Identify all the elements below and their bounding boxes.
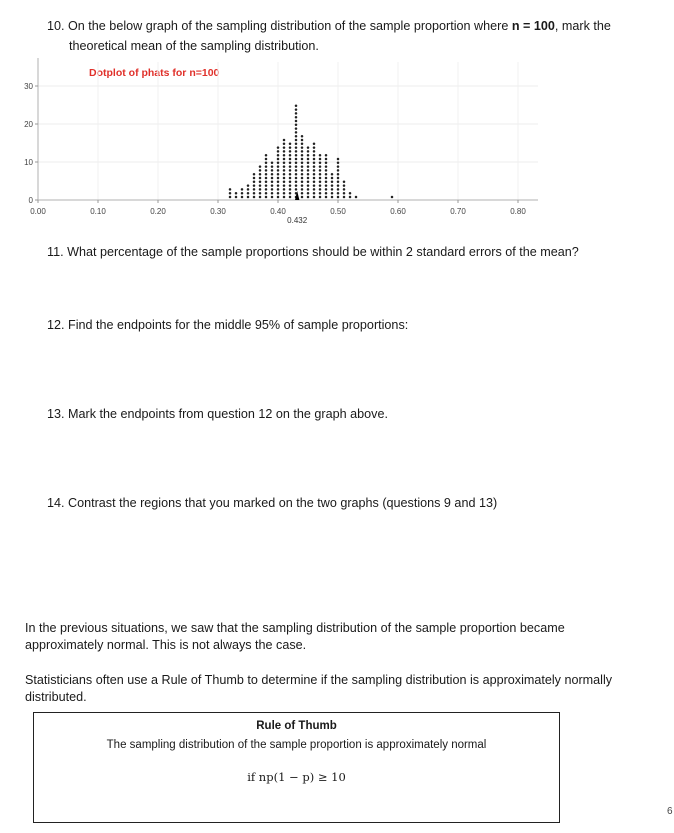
- dot: [325, 181, 328, 184]
- dot: [259, 192, 262, 195]
- dot: [283, 192, 286, 195]
- dot: [325, 162, 328, 165]
- dot: [343, 192, 346, 195]
- question-14: 14. Contrast the regions that you marked on the two graphs (questions 9 and 13): [47, 496, 498, 510]
- dot: [253, 184, 256, 187]
- dot: [295, 135, 298, 138]
- dot: [301, 135, 304, 138]
- dot: [289, 169, 292, 172]
- dot: [337, 181, 340, 184]
- dot: [295, 143, 298, 146]
- dot: [325, 158, 328, 161]
- dot: [259, 181, 262, 184]
- dot: [301, 192, 304, 195]
- dot: [301, 184, 304, 187]
- dot: [313, 158, 316, 161]
- dot: [295, 131, 298, 134]
- dot: [325, 165, 328, 168]
- dot: [307, 158, 310, 161]
- rule-of-thumb-box: [33, 712, 560, 823]
- dot: [325, 184, 328, 187]
- dot: [277, 196, 280, 199]
- dot: [289, 154, 292, 157]
- dot: [301, 150, 304, 153]
- dot: [295, 162, 298, 165]
- dot: [271, 162, 274, 165]
- dot: [319, 173, 322, 176]
- dot: [319, 184, 322, 187]
- chart-dots: [229, 105, 394, 199]
- question-10-suffix: , mark the: [554, 19, 611, 33]
- x-tick-label: 0.20: [150, 207, 166, 216]
- dot: [295, 173, 298, 176]
- dot: [307, 184, 310, 187]
- mean-marker-label: 0.432: [287, 216, 308, 225]
- dot: [295, 165, 298, 168]
- y-tick-label: 30: [24, 82, 33, 91]
- dot: [301, 177, 304, 180]
- dot: [313, 177, 316, 180]
- dot: [295, 158, 298, 161]
- dot: [319, 158, 322, 161]
- dot: [301, 154, 304, 157]
- dot: [319, 162, 322, 165]
- paragraph-normality-line1: In the previous situations, we saw that the sampling distribution of the sample proportion became: [25, 621, 565, 635]
- dot: [253, 173, 256, 176]
- chart-title: Dotplot of phats for n=100: [89, 67, 220, 79]
- dot: [343, 181, 346, 184]
- dot: [229, 188, 232, 191]
- dot: [277, 150, 280, 153]
- dot: [277, 158, 280, 161]
- dot: [295, 120, 298, 123]
- dot: [283, 177, 286, 180]
- dot: [265, 188, 268, 191]
- dot: [283, 150, 286, 153]
- dot: [283, 188, 286, 191]
- dotplot-chart: [0, 0, 674, 240]
- dot: [289, 188, 292, 191]
- dot: [283, 181, 286, 184]
- dot: [325, 196, 328, 199]
- question-10-prefix: 10. On the below graph of the sampling distribution of the sample proportion where: [47, 19, 512, 33]
- dot: [313, 169, 316, 172]
- dot: [331, 184, 334, 187]
- dot: [277, 177, 280, 180]
- dot: [301, 143, 304, 146]
- dot: [307, 188, 310, 191]
- dot: [313, 188, 316, 191]
- dot: [307, 196, 310, 199]
- dot: [313, 162, 316, 165]
- dot: [229, 192, 232, 195]
- dot: [283, 169, 286, 172]
- question-12: 12. Find the endpoints for the middle 95% of sample proportions:: [47, 318, 409, 332]
- dot: [325, 177, 328, 180]
- dot: [283, 139, 286, 142]
- dot: [343, 188, 346, 191]
- dot: [331, 188, 334, 191]
- dot: [277, 154, 280, 157]
- dot: [253, 181, 256, 184]
- dot: [289, 162, 292, 165]
- dot: [283, 173, 286, 176]
- dot: [337, 177, 340, 180]
- dot: [319, 169, 322, 172]
- dot: [349, 196, 352, 199]
- y-tick-label: 0: [28, 196, 33, 205]
- dot: [295, 108, 298, 111]
- dot: [265, 184, 268, 187]
- dot: [259, 165, 262, 168]
- rule-of-thumb-title: Rule of Thumb: [256, 720, 337, 732]
- dot: [307, 154, 310, 157]
- dot: [253, 188, 256, 191]
- x-tick-label: 0.10: [90, 207, 106, 216]
- dot: [241, 188, 244, 191]
- dot: [301, 158, 304, 161]
- dot: [289, 173, 292, 176]
- dot: [331, 177, 334, 180]
- dot: [337, 184, 340, 187]
- dot: [313, 173, 316, 176]
- dot: [295, 127, 298, 130]
- dot: [271, 177, 274, 180]
- dot: [247, 184, 250, 187]
- dot: [301, 196, 304, 199]
- dot: [235, 196, 238, 199]
- dot: [271, 192, 274, 195]
- dot: [313, 165, 316, 168]
- dot: [295, 177, 298, 180]
- x-tick-label: 0.50: [330, 207, 346, 216]
- question-13: 13. Mark the endpoints from question 12 on the graph above.: [47, 407, 388, 421]
- dot: [319, 188, 322, 191]
- dot: [307, 177, 310, 180]
- dot: [289, 143, 292, 146]
- dot: [325, 192, 328, 195]
- dot: [289, 196, 292, 199]
- dot: [319, 154, 322, 157]
- dot: [265, 192, 268, 195]
- x-tick-label: 0.30: [210, 207, 226, 216]
- dot: [313, 143, 316, 146]
- dot: [325, 188, 328, 191]
- chart-grid: [38, 62, 538, 200]
- dot: [295, 169, 298, 172]
- dot: [241, 196, 244, 199]
- dot: [283, 196, 286, 199]
- dot: [289, 192, 292, 195]
- dot: [247, 192, 250, 195]
- dot: [295, 184, 298, 187]
- dot: [337, 196, 340, 199]
- dot: [259, 173, 262, 176]
- dot: [295, 150, 298, 153]
- dot: [277, 192, 280, 195]
- dot: [289, 150, 292, 153]
- dot: [349, 192, 352, 195]
- rule-of-thumb-statement: The sampling distribution of the sample proportion is approximately normal: [106, 739, 487, 751]
- dot: [265, 173, 268, 176]
- dot: [337, 169, 340, 172]
- dot: [283, 162, 286, 165]
- rule-of-thumb-condition: if np(1 − p) ≥ 10: [247, 770, 346, 784]
- x-tick-label: 0.00: [30, 207, 46, 216]
- dot: [355, 196, 358, 199]
- dot: [229, 196, 232, 199]
- dot: [313, 196, 316, 199]
- question-11: 11. What percentage of the sample proportions should be within 2 standard errors of the mean?: [47, 245, 579, 259]
- dot: [259, 184, 262, 187]
- dot: [277, 169, 280, 172]
- dot: [277, 165, 280, 168]
- dot: [319, 196, 322, 199]
- dot: [265, 196, 268, 199]
- paragraph-rule-intro: [25, 672, 670, 706]
- dot: [295, 188, 298, 191]
- dot: [283, 165, 286, 168]
- dot: [307, 173, 310, 176]
- dot: [307, 150, 310, 153]
- dot: [271, 184, 274, 187]
- dot: [277, 162, 280, 165]
- dot: [283, 158, 286, 161]
- dot: [295, 139, 298, 142]
- dot: [271, 181, 274, 184]
- dot: [343, 184, 346, 187]
- dot: [265, 154, 268, 157]
- dot: [265, 181, 268, 184]
- dot: [307, 181, 310, 184]
- dot: [337, 158, 340, 161]
- dot: [325, 173, 328, 176]
- dot: [277, 173, 280, 176]
- paragraph-normality: [25, 620, 665, 654]
- dot: [253, 196, 256, 199]
- dot: [295, 181, 298, 184]
- dot: [295, 116, 298, 119]
- dot: [331, 173, 334, 176]
- dot: [289, 158, 292, 161]
- dot: [247, 188, 250, 191]
- dot: [301, 181, 304, 184]
- x-tick-label: 0.80: [510, 207, 526, 216]
- dot: [307, 146, 310, 149]
- dot: [313, 146, 316, 149]
- dot: [265, 162, 268, 165]
- dot: [253, 177, 256, 180]
- page-edge-number: 6: [667, 806, 673, 817]
- dot: [313, 150, 316, 153]
- dot: [337, 162, 340, 165]
- dot: [277, 146, 280, 149]
- dot: [301, 146, 304, 149]
- x-tick-label: 0.60: [390, 207, 406, 216]
- dot: [331, 192, 334, 195]
- dot: [289, 165, 292, 168]
- dot: [319, 181, 322, 184]
- dot: [265, 169, 268, 172]
- dot: [325, 169, 328, 172]
- paragraph-rule-intro-line1: Statisticians often use a Rule of Thumb to determine if the sampling distribution is approximately normally: [25, 673, 613, 687]
- dot: [265, 165, 268, 168]
- dot: [283, 154, 286, 157]
- dot: [313, 184, 316, 187]
- paragraph-rule-intro-line2: distributed.: [25, 690, 87, 704]
- dot: [307, 192, 310, 195]
- chart-axes: [24, 58, 538, 216]
- dot: [319, 165, 322, 168]
- dot: [337, 188, 340, 191]
- paragraph-normality-line2: approximately normal. This is not always the case.: [25, 638, 307, 652]
- dot: [277, 184, 280, 187]
- dot: [241, 192, 244, 195]
- dot: [343, 196, 346, 199]
- y-tick-label: 20: [24, 120, 33, 129]
- dot: [319, 192, 322, 195]
- dot: [265, 177, 268, 180]
- dot: [313, 181, 316, 184]
- dot: [271, 173, 274, 176]
- dot: [271, 188, 274, 191]
- dot: [301, 188, 304, 191]
- dot: [301, 139, 304, 142]
- dot: [301, 162, 304, 165]
- dot: [313, 154, 316, 157]
- dot: [331, 181, 334, 184]
- dot: [301, 173, 304, 176]
- x-tick-label: 0.40: [270, 207, 286, 216]
- dot: [307, 162, 310, 165]
- dot: [307, 169, 310, 172]
- dot: [259, 169, 262, 172]
- dot: [283, 143, 286, 146]
- dot: [313, 192, 316, 195]
- question-10-line2: theoretical mean of the sampling distribution.: [69, 39, 319, 53]
- dot: [259, 188, 262, 191]
- dot: [337, 192, 340, 195]
- dot: [337, 165, 340, 168]
- dot: [301, 169, 304, 172]
- dot: [301, 165, 304, 168]
- y-tick-label: 10: [24, 158, 33, 167]
- dot: [295, 146, 298, 149]
- dot: [337, 173, 340, 176]
- dot: [265, 158, 268, 161]
- dot: [277, 188, 280, 191]
- x-tick-label: 0.70: [450, 207, 466, 216]
- dot: [307, 165, 310, 168]
- dot: [289, 181, 292, 184]
- dot: [325, 154, 328, 157]
- dot: [391, 196, 394, 199]
- dot: [319, 177, 322, 180]
- dot: [271, 196, 274, 199]
- dot: [271, 169, 274, 172]
- dot: [283, 146, 286, 149]
- dot: [277, 181, 280, 184]
- dot: [289, 184, 292, 187]
- question-10-n-value: n = 100: [511, 19, 555, 33]
- dot: [295, 154, 298, 157]
- dot: [295, 124, 298, 127]
- dot: [235, 192, 238, 195]
- dot: [283, 184, 286, 187]
- dot: [295, 112, 298, 115]
- dot: [247, 196, 250, 199]
- dot: [259, 196, 262, 199]
- dot: [271, 165, 274, 168]
- dot: [289, 177, 292, 180]
- dot: [331, 196, 334, 199]
- dot: [289, 146, 292, 149]
- dot: [295, 105, 298, 108]
- dot: [253, 192, 256, 195]
- dot: [259, 177, 262, 180]
